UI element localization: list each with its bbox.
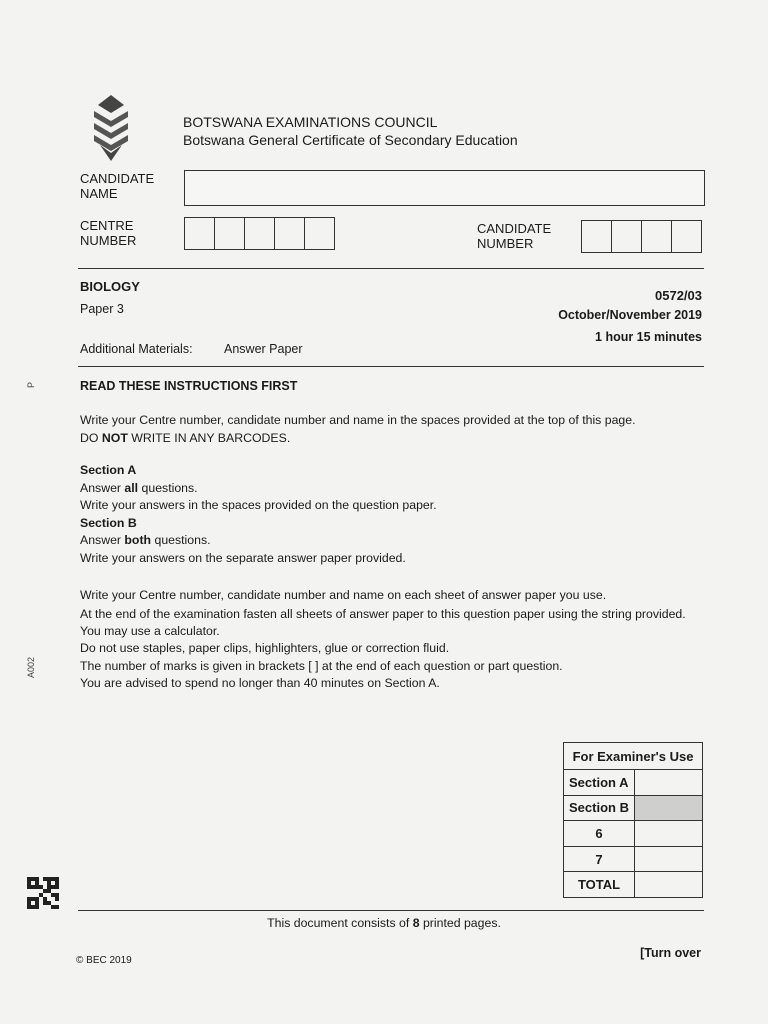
divider-bottom xyxy=(78,910,704,911)
question-7-mark-cell[interactable] xyxy=(635,846,703,872)
section-a-line2: Write your answers in the spaces provided on the question paper. xyxy=(80,498,437,513)
additional-materials-value: Answer Paper xyxy=(224,342,303,356)
table-row-label: Section A xyxy=(564,770,635,796)
centre-number-label-line1: CENTRE xyxy=(80,218,134,233)
instruction-emphasis: both xyxy=(124,533,152,548)
candidate-name-field[interactable] xyxy=(184,170,705,206)
centre-number-cell[interactable] xyxy=(305,218,334,249)
divider-top xyxy=(78,268,704,269)
section-b-line xyxy=(80,532,704,550)
candidate-number-cell[interactable] xyxy=(612,221,642,252)
divider-mid xyxy=(78,366,704,367)
instruction-line: You may use a calculator. xyxy=(80,623,220,638)
instruction-text: questions. xyxy=(138,480,198,495)
instruction-line: You are advised to spend no longer than 40 minutes on Section A. xyxy=(80,676,440,691)
examiners-use-title: For Examiner's Use xyxy=(564,743,703,770)
candidate-number-cell[interactable] xyxy=(672,221,701,252)
instruction-barcode-line xyxy=(80,430,704,448)
page-count-note xyxy=(0,916,768,930)
footer-text: This document consists of xyxy=(267,916,413,930)
instructions-heading: READ THESE INSTRUCTIONS FIRST xyxy=(80,379,298,393)
section-b-line2: Write your answers on the separate answer paper provided. xyxy=(80,550,406,565)
council-name: BOTSWANA EXAMINATIONS COUNCIL xyxy=(183,114,438,130)
section-b-title: Section B xyxy=(80,515,137,530)
total-mark-cell[interactable] xyxy=(635,872,703,898)
subject-title: BIOLOGY xyxy=(80,279,140,294)
instruction-line: Write your Centre number, candidate number and name in the spaces provided at the top of this page. xyxy=(80,413,636,427)
certificate-name: Botswana General Certificate of Secondary Education xyxy=(183,132,518,148)
instruction-text: questions. xyxy=(151,533,211,548)
footer-text: printed pages. xyxy=(419,916,501,930)
candidate-number-label xyxy=(477,221,551,251)
section-a-line xyxy=(80,480,704,498)
instruction-emphasis: NOT xyxy=(101,430,128,445)
section-instructions xyxy=(80,462,704,568)
candidate-number-cell[interactable] xyxy=(582,221,612,252)
centre-number-cell[interactable] xyxy=(275,218,305,249)
candidate-number-cell[interactable] xyxy=(642,221,672,252)
centre-number-cell[interactable] xyxy=(215,218,245,249)
candidate-number-label-line1: CANDIDATE xyxy=(477,221,552,236)
instruction-text: Answer xyxy=(80,533,125,548)
table-row-label: Section B xyxy=(564,795,635,821)
instruction-text: Answer xyxy=(80,480,125,495)
paper-code: 0572/03 xyxy=(655,288,702,303)
examiners-use-table xyxy=(563,742,703,898)
instruction-line: At the end of the examination fasten all sheets of answer paper to this question paper using the string provided. xyxy=(80,606,686,621)
question-6-mark-cell[interactable] xyxy=(635,821,703,847)
bec-logo-icon xyxy=(90,95,132,161)
candidate-number-label-line2: NUMBER xyxy=(477,236,534,251)
turn-over: [Turn over xyxy=(640,946,701,960)
centre-number-label xyxy=(80,218,136,248)
margin-mark: P xyxy=(26,381,36,388)
candidate-number-field[interactable] xyxy=(581,220,702,253)
section-b-mark-cell xyxy=(635,795,703,821)
paper-number: Paper 3 xyxy=(80,302,124,316)
section-a-mark-cell[interactable] xyxy=(635,770,703,796)
centre-number-cell[interactable] xyxy=(185,218,215,249)
centre-number-field[interactable] xyxy=(184,217,335,250)
instructions-intro xyxy=(80,412,704,447)
table-row-label: TOTAL xyxy=(564,872,635,898)
table-row-label: 7 xyxy=(564,846,635,872)
exam-duration: 1 hour 15 minutes xyxy=(595,330,702,344)
margin-code: A002 xyxy=(26,656,36,678)
candidate-name-label-line2: NAME xyxy=(80,186,118,201)
instruction-line: The number of marks is given in brackets [ ] at the end of each question or part question. xyxy=(80,658,563,673)
page-count: 8 xyxy=(412,916,420,930)
table-row-label: 6 xyxy=(564,821,635,847)
instruction-text: WRITE IN ANY BARCODES. xyxy=(127,430,291,445)
general-instructions xyxy=(80,587,702,693)
additional-materials-label: Additional Materials: xyxy=(80,342,193,356)
instruction-emphasis: all xyxy=(124,480,139,495)
exam-session: October/November 2019 xyxy=(558,308,702,322)
instruction-text: DO xyxy=(80,430,102,445)
candidate-name-label-line1: CANDIDATE xyxy=(80,171,155,186)
copyright: © BEC 2019 xyxy=(76,955,132,966)
instruction-line: Write your Centre number, candidate number and name on each sheet of answer paper you use. xyxy=(80,588,607,602)
centre-number-cell[interactable] xyxy=(245,218,275,249)
barcode-icon xyxy=(27,877,59,909)
centre-number-label-line2: NUMBER xyxy=(80,233,137,248)
instruction-line: Do not use staples, paper clips, highlighters, glue or correction fluid. xyxy=(80,641,450,656)
section-a-title: Section A xyxy=(80,463,137,477)
candidate-name-label xyxy=(80,171,154,201)
